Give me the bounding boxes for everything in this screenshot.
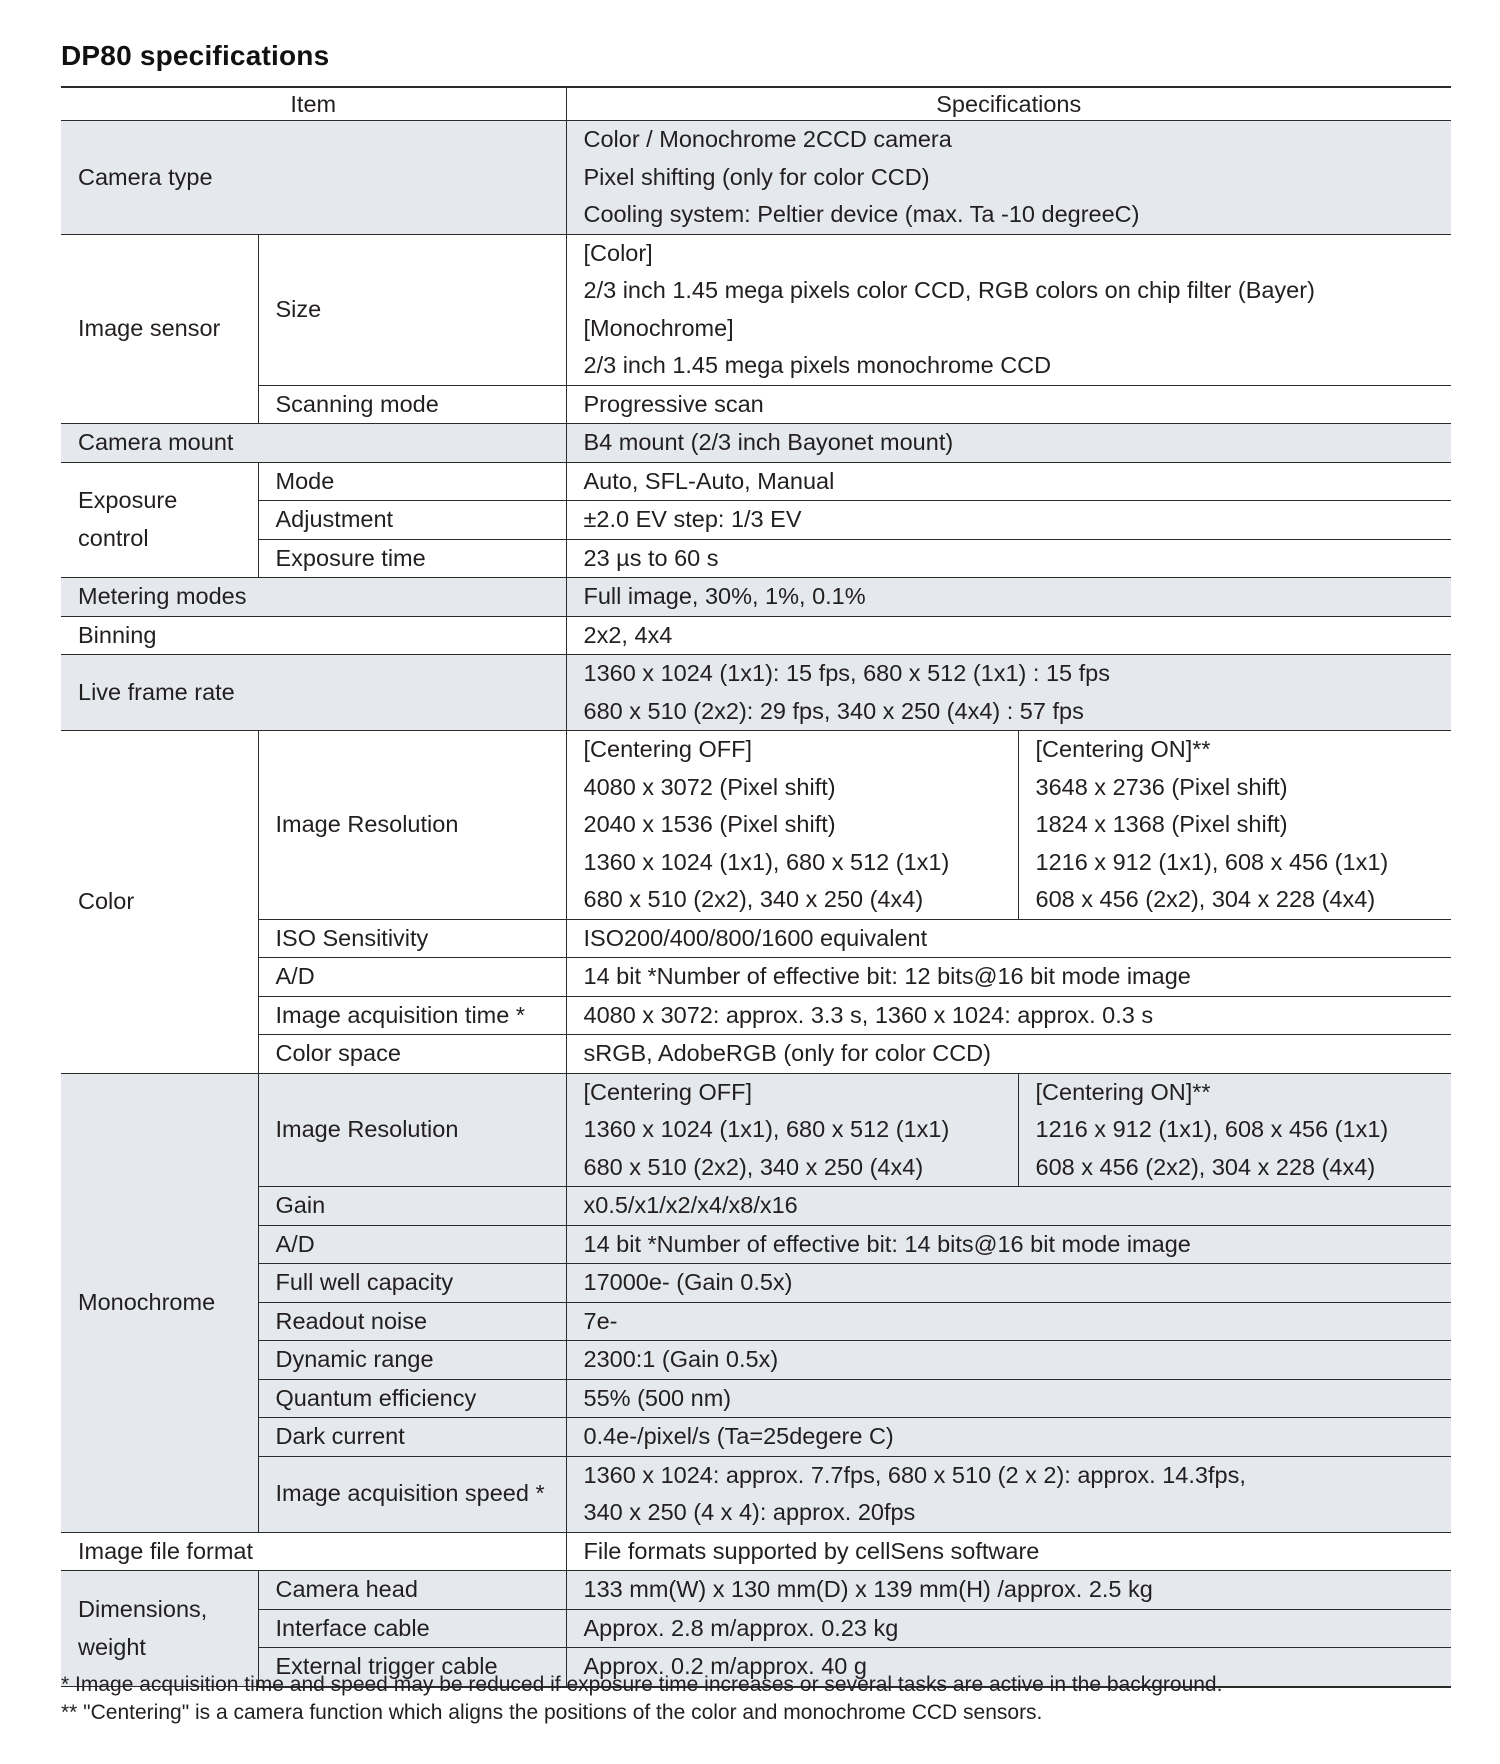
row-label: Live frame rate [61, 655, 566, 731]
table-row [61, 1073, 1451, 1187]
spec-table [61, 86, 1451, 1688]
table-row [61, 1532, 1451, 1571]
row-label: Full well capacity [258, 1264, 566, 1303]
table-row [61, 1264, 1451, 1303]
value-line: 2/3 inch 1.45 mega pixels monochrome CCD [583, 352, 1052, 378]
row-value [566, 655, 1451, 731]
value-line: 1360 x 1024 (1x1): 15 fps, 680 x 512 (1x1) : 15 fps [583, 660, 1110, 686]
row-value: 55% (500 nm) [566, 1379, 1451, 1418]
row-value: 7e- [566, 1302, 1451, 1341]
row-label: Exposure time [258, 539, 566, 578]
resolution-on [1018, 731, 1451, 920]
value-line: 1216 x 912 (1x1), 608 x 456 (1x1) [1035, 848, 1389, 875]
value-line: 4080 x 3072 (Pixel shift) [583, 773, 836, 800]
row-value: 2300:1 (Gain 0.5x) [566, 1341, 1451, 1380]
row-label: Binning [61, 616, 566, 655]
row-value: 14 bit *Number of effective bit: 12 bits@16 bit mode image [566, 958, 1451, 997]
row-label: Dark current [258, 1418, 566, 1457]
row-value [566, 121, 1451, 235]
row-label: Color space [258, 1035, 566, 1074]
value-line: 340 x 250 (4 x 4): approx. 20fps [583, 1499, 916, 1525]
value-line: 2040 x 1536 (Pixel shift) [583, 811, 836, 837]
value-line: [Color] [583, 239, 653, 266]
row-value: 133 mm(W) x 130 mm(D) x 139 mm(H) /approx. 2.5 kg [566, 1571, 1451, 1610]
footnote: ** "Centering" is a camera function which aligns the positions of the color and monochrome CCD sensors. [61, 1701, 1043, 1724]
row-value: 2x2, 4x4 [566, 616, 1451, 655]
row-label: Metering modes [61, 578, 566, 617]
row-label: Gain [258, 1187, 566, 1226]
row-label: A/D [258, 1225, 566, 1264]
table-row [61, 1225, 1451, 1264]
row-label: A/D [258, 958, 566, 997]
row-value: 23 µs to 60 s [566, 539, 1451, 578]
row-label: Size [258, 234, 566, 385]
table-row [61, 1035, 1451, 1074]
row-value: 14 bit *Number of effective bit: 14 bits@16 bit mode image [566, 1225, 1451, 1264]
footnote: * Image acquisition time and speed may be reduced if exposure time increases or several tasks are active in the background. [61, 1673, 1223, 1696]
row-label: Adjustment [258, 501, 566, 540]
row-value: x0.5/x1/x2/x4/x8/x16 [566, 1187, 1451, 1226]
value-line: Color / Monochrome 2CCD camera [583, 126, 952, 152]
table-row [61, 616, 1451, 655]
table-row [61, 462, 1451, 501]
value-line: 608 x 456 (2x2), 304 x 228 (4x4) [1035, 1153, 1376, 1180]
table-row [61, 1187, 1451, 1226]
table-row [61, 1418, 1451, 1457]
row-value [566, 1456, 1451, 1532]
row-label: Interface cable [258, 1609, 566, 1648]
table-row [61, 1341, 1451, 1380]
value-line: 1360 x 1024 (1x1), 680 x 512 (1x1) [583, 848, 950, 875]
row-label: Image acquisition time * [258, 996, 566, 1035]
value-line: 1216 x 912 (1x1), 608 x 456 (1x1) [1035, 1116, 1389, 1142]
table-row [61, 958, 1451, 997]
row-label: Camera head [258, 1571, 566, 1610]
value-line: [Monochrome] [583, 314, 734, 341]
table-row [61, 424, 1451, 463]
value-line: 1360 x 1024: approx. 7.7fps, 680 x 510 (2 x 2): approx. 14.3fps, [583, 1461, 1246, 1488]
row-group-label: Image sensor [61, 234, 258, 424]
value-line: 680 x 510 (2x2), 340 x 250 (4x4) [583, 1153, 924, 1180]
row-group-label: Monochrome [61, 1073, 258, 1532]
value-line: 680 x 510 (2x2), 340 x 250 (4x4) [583, 886, 924, 912]
table-row [61, 539, 1451, 578]
row-value: 0.4e-/pixel/s (Ta=25degere C) [566, 1418, 1451, 1457]
row-label: Mode [258, 462, 566, 501]
resolution-off [566, 1073, 1018, 1187]
label-line: weight [78, 1633, 146, 1660]
value-line: [Centering OFF] [583, 1078, 752, 1105]
row-label: Quantum efficiency [258, 1379, 566, 1418]
row-value: Approx. 2.8 m/approx. 0.23 kg [566, 1609, 1451, 1648]
row-label: Image acquisition speed * [258, 1456, 566, 1532]
value-line: 1360 x 1024 (1x1), 680 x 512 (1x1) [583, 1116, 950, 1142]
value-line: Cooling system: Peltier device (max. Ta -10 degreeC) [583, 201, 1140, 227]
resolution-off [566, 731, 1018, 920]
row-value: 17000e- (Gain 0.5x) [566, 1264, 1451, 1303]
row-value: Auto, SFL-Auto, Manual [566, 462, 1451, 501]
row-value: ±2.0 EV step: 1/3 EV [566, 501, 1451, 540]
row-label: Image Resolution [258, 1073, 566, 1187]
row-value: sRGB, AdobeRGB (only for color CCD) [566, 1035, 1451, 1074]
footnotes [61, 1671, 1222, 1727]
table-row [61, 501, 1451, 540]
value-line: [Centering ON]** [1035, 736, 1211, 762]
row-label: Dynamic range [258, 1341, 566, 1380]
table-header [61, 87, 1451, 121]
table-row [61, 385, 1451, 424]
row-label: External trigger cable [258, 1648, 566, 1687]
value-line: [Centering ON]** [1035, 1078, 1211, 1105]
row-value: Full image, 30%, 1%, 0.1% [566, 578, 1451, 617]
row-value: Approx. 0.2 m/approx. 40 g [566, 1648, 1451, 1687]
value-line: Pixel shifting (only for color CCD) [583, 163, 930, 190]
row-label: Readout noise [258, 1302, 566, 1341]
value-line: 608 x 456 (2x2), 304 x 228 (4x4) [1035, 886, 1376, 912]
value-line: 2/3 inch 1.45 mega pixels color CCD, RGB colors on chip filter (Bayer) [583, 277, 1315, 303]
value-line: [Centering OFF] [583, 736, 752, 762]
row-label: Scanning mode [258, 385, 566, 424]
table-row [61, 996, 1451, 1035]
row-value [566, 234, 1451, 385]
resolution-on [1018, 1073, 1451, 1187]
value-line: 680 x 510 (2x2): 29 fps, 340 x 250 (4x4) : 57 fps [583, 697, 1084, 724]
row-group-label: Color [61, 731, 258, 1074]
row-label: Camera mount [61, 424, 566, 463]
table-row [61, 234, 1451, 385]
header-item: Item [61, 87, 566, 121]
row-value: 4080 x 3072: approx. 3.3 s, 1360 x 1024: approx. 0.3 s [566, 996, 1451, 1035]
label-line: Exposure [78, 487, 178, 514]
row-value: Progressive scan [566, 385, 1451, 424]
page-title: DP80 specifications [61, 40, 330, 71]
table-row [61, 731, 1451, 920]
row-label: ISO Sensitivity [258, 919, 566, 958]
table-row [61, 919, 1451, 958]
row-label: Camera type [61, 121, 566, 235]
row-group-label [61, 462, 258, 578]
label-line: Dimensions, [78, 1596, 208, 1622]
label-line: control [78, 524, 149, 551]
value-line: 1824 x 1368 (Pixel shift) [1035, 811, 1288, 837]
row-label: Image file format [61, 1532, 566, 1571]
table-row [61, 1302, 1451, 1341]
table-row [61, 1571, 1451, 1610]
table-row [61, 578, 1451, 617]
table-row [61, 1609, 1451, 1648]
table-row [61, 655, 1451, 731]
row-value: B4 mount (2/3 inch Bayonet mount) [566, 424, 1451, 463]
row-label: Image Resolution [258, 731, 566, 920]
value-line: 3648 x 2736 (Pixel shift) [1035, 773, 1288, 800]
header-specifications: Specifications [566, 87, 1451, 121]
table-row [61, 1379, 1451, 1418]
table-row [61, 121, 1451, 235]
row-value: ISO200/400/800/1600 equivalent [566, 919, 1451, 958]
row-value: File formats supported by cellSens software [566, 1532, 1451, 1571]
row-group-label [61, 1571, 258, 1687]
table-row [61, 1456, 1451, 1532]
